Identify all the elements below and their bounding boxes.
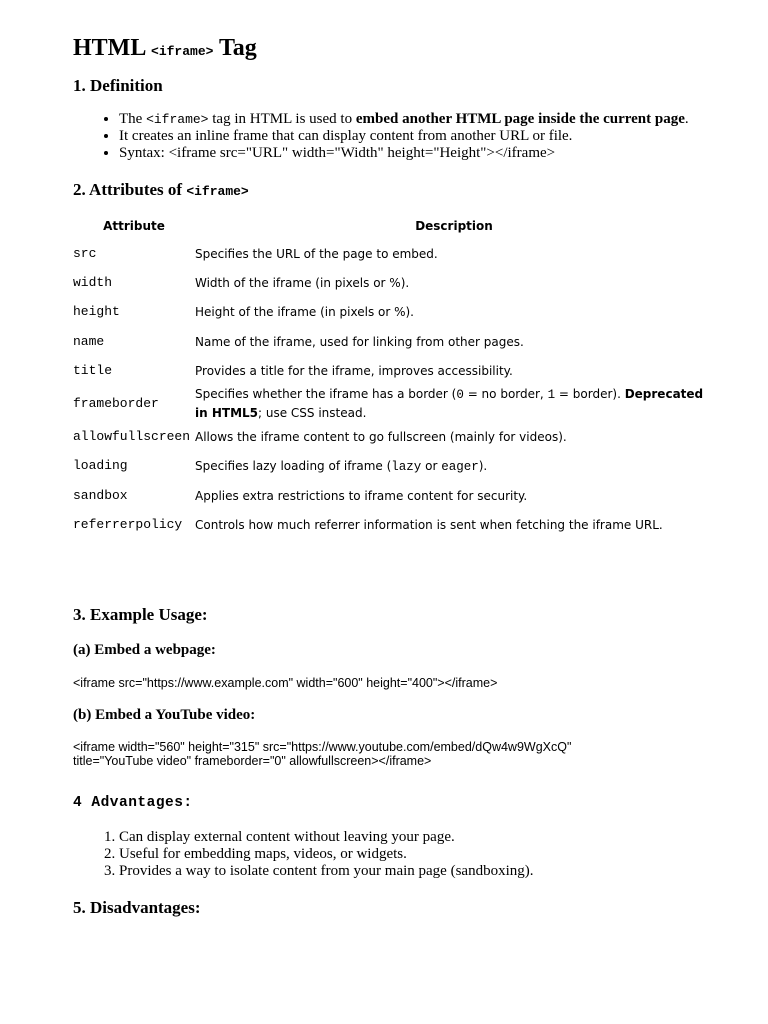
attribute-name: sandbox [73, 487, 128, 503]
description-text: or [421, 458, 442, 473]
bullet-text: tag in HTML is used to [208, 111, 356, 127]
description-code: lazy [391, 459, 422, 474]
attributes-table [73, 213, 713, 540]
table-row [73, 356, 713, 385]
definition-list [73, 111, 759, 162]
attribute-description: Provides a title for the iframe, improves accessibility. [195, 363, 513, 378]
table-header-row [73, 213, 713, 239]
table-row [73, 422, 713, 451]
title-post: Tag [213, 35, 257, 61]
attribute-name: loading [73, 458, 128, 474]
description-text: ). [478, 458, 488, 473]
description-code: eager [441, 459, 479, 474]
page-title [73, 33, 257, 67]
bullet-text: The [119, 111, 147, 127]
table-row [73, 327, 713, 356]
bullet-text: . [684, 111, 689, 127]
examples-heading: 3. Example Usage: [73, 605, 208, 624]
list-item: 1. Can display external content without leaving your page. [119, 829, 739, 846]
attribute-description: Allows the iframe content to go fullscreen (mainly for videos). [195, 430, 567, 445]
description-text: = no border, [463, 387, 548, 402]
attribute-name: height [73, 304, 120, 320]
attributes-heading-text: 2. Attributes of [73, 180, 187, 199]
list-item: 3. Provides a way to isolate content from your main page (sandboxing). [119, 863, 739, 880]
table-row [73, 481, 713, 510]
attributes-heading-code: <iframe> [186, 184, 249, 199]
attribute-name: referrerpolicy [73, 517, 183, 533]
attribute-description: Width of the iframe (in pixels or %). [195, 275, 410, 290]
attribute-name: title [73, 362, 113, 378]
title-code: <iframe> [151, 44, 214, 59]
description-bold: Deprecated in HTML5 [195, 387, 704, 421]
attribute-name: allowfullscreen [73, 429, 191, 445]
attribute-name: src [73, 245, 97, 261]
bullet-code: <iframe> [146, 112, 209, 127]
list-item: 2. Useful for embedding maps, videos, or widgets. [119, 846, 739, 863]
definition-bullet [119, 111, 759, 128]
example-a-heading: (a) Embed a webpage: [73, 642, 216, 658]
table-row [73, 268, 713, 297]
description-text: = border). [555, 387, 625, 402]
attribute-description: Height of the iframe (in pixels or %). [195, 305, 414, 320]
attribute-description [195, 385, 713, 422]
attribute-description: Name of the iframe, used for linking from other pages. [195, 334, 524, 349]
table-row [73, 239, 713, 268]
description-code: 0 [456, 388, 464, 403]
example-b-code: <iframe width="560" height="315" src="https://www.youtube.com/embed/dQw4w9WgXcQ" title="YouTube video" frameborder="0" allowfullscreen></iframe> [73, 740, 572, 768]
example-b-heading: (b) Embed a YouTube video: [73, 707, 256, 723]
description-code: 1 [547, 388, 556, 403]
description-text: Specifies whether the iframe has a border ( [195, 387, 457, 402]
attribute-description: Controls how much referrer information is sent when fetching the iframe URL. [195, 518, 663, 533]
table-row [73, 298, 713, 327]
column-header-attribute: Attribute [103, 219, 165, 233]
definition-heading: 1. Definition [73, 76, 163, 95]
attributes-heading [73, 179, 249, 203]
table-row [73, 510, 713, 539]
definition-bullet: • Syntax: <iframe src="URL" width="Width" height="Height"></iframe> [119, 145, 759, 162]
title-pre: HTML [73, 35, 152, 61]
attribute-description [195, 452, 713, 481]
description-text: ; use CSS instead. [258, 406, 367, 421]
description-text: Specifies lazy loading of iframe ( [195, 458, 392, 473]
column-header-description: Description [415, 219, 493, 233]
attribute-name: frameborder [73, 395, 159, 411]
table-row [73, 385, 713, 422]
table-row [73, 452, 713, 481]
attribute-description: Applies extra restrictions to iframe content for security. [195, 488, 528, 503]
bullet-bold: embed another HTML page inside the current page [355, 111, 685, 127]
definition-bullet: • It creates an inline frame that can display content from another URL or file. [119, 128, 759, 145]
attribute-description: Specifies the URL of the page to embed. [195, 246, 438, 261]
advantages-list [73, 829, 739, 880]
advantages-heading: 4 Advantages: [73, 795, 193, 811]
attribute-name: width [73, 274, 113, 290]
example-a-code: <iframe src="https://www.example.com" width="600" height="400"></iframe> [73, 676, 498, 690]
disadvantages-heading: 5. Disadvantages: [73, 898, 201, 917]
attribute-name: name [73, 333, 105, 349]
